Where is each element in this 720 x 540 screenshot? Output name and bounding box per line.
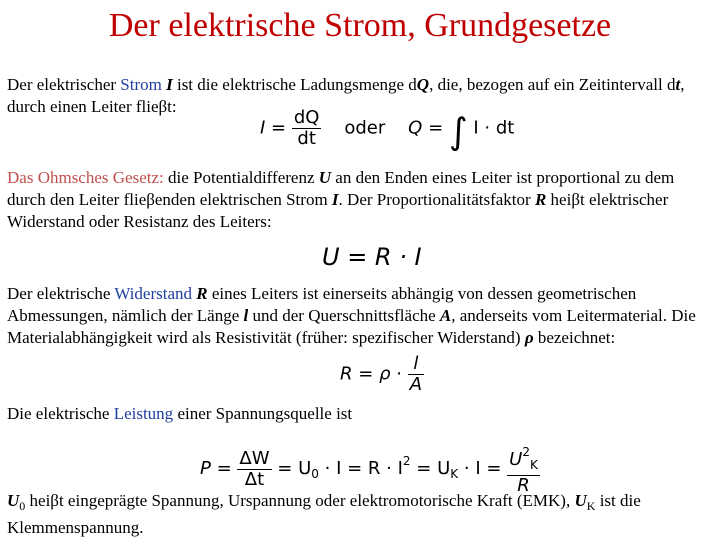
paragraph-resistance: Der elektrische Widerstand R eines Leiters ist einerseits abhängig von dessen geometrischen Abmessungen, nämlich der Länge l und der Querschnittsfläche A, anderseits vom Leitermaterial. Die Materialabhängigkeit wird als Resistivität (früher: spezifischer Widerstand) ρ bezeichnet: — [7, 284, 696, 347]
page-title: Der elektrische Strom, Grundgesetze — [108, 7, 612, 44]
equation-power: P = $\frac{\Delta W}{\Delta t}$ = $U_0 \cdot I = R \cdot I^2 = U_K \cdot I$ = $\frac{U^2_K}{R}$ — [200, 442, 540, 496]
paragraph-emf: $U_0$ heiβt eingeprägte Spannung, Urspannung oder elektromotorische Kraft (EMK), $U_K$ ist die Klemmenspannung. — [7, 491, 641, 537]
paragraph-current-definition: Der elektrischer Strom I ist die elektrische Ladungsmenge dQ, die, bezogen auf ein Zeitintervall dt, durch einen Leiter flieβt: — [7, 75, 685, 116]
term-strom: Strom — [120, 75, 162, 94]
equation-ohms-law: U = R · I — [322, 243, 422, 271]
paragraph-ohms-law: Das Ohmsches Gesetz: die Potentialdifferenz U an den Enden eines Leiter ist proportional zu dem durch den Leiter flieβenden elektrischen Strom I. Der Proportionalitätsfaktor R heiβt elektrischer Widerstand oder Resistanz des Leiters: — [7, 168, 675, 231]
equation-current: I = $\frac{dQ}{dt}$ oder Q = ∫ I · dt — [260, 107, 515, 153]
paragraph-power: Die elektrische Leistung einer Spannungsquelle ist — [7, 404, 353, 423]
equation-resistivity: R = ρ · $\frac{l}{A}$ — [340, 353, 423, 395]
term-widerstand: Widerstand — [114, 284, 192, 303]
term-leistung: Leistung — [113, 404, 174, 423]
term-ohmsches-gesetz: Das Ohmsches Gesetz: — [7, 168, 164, 187]
